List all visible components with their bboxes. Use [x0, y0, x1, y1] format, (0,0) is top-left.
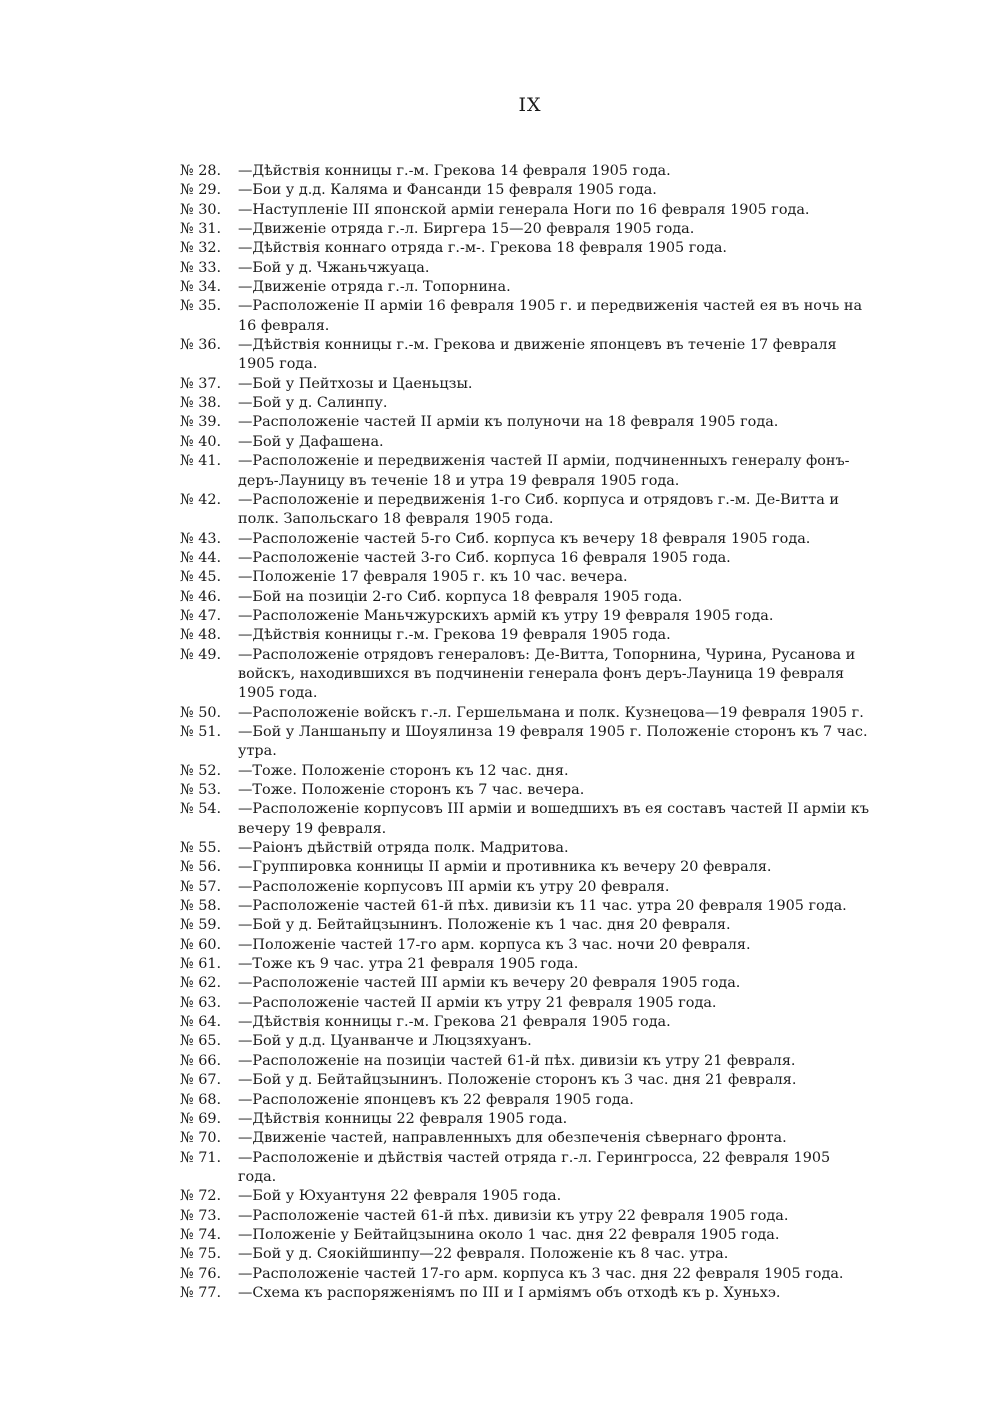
entry-number: № 47.	[180, 607, 222, 624]
map-list-entry	[180, 1071, 870, 1090]
map-list-entry	[180, 413, 870, 432]
entry-number: № 76.	[180, 1265, 222, 1282]
entry-text: —Бой у д.д. Цуанванче и Люцзяхуанъ.	[238, 1033, 532, 1050]
map-list-entry	[180, 162, 870, 181]
entry-number: № 64.	[180, 1014, 222, 1031]
map-list-entry	[180, 1284, 870, 1303]
entry-number: № 40.	[180, 433, 222, 450]
entry-text: —Дѣйствія конницы 22 февраля 1905 года.	[238, 1110, 568, 1127]
entry-number: № 62.	[180, 975, 222, 992]
entry-number: № 28.	[180, 163, 222, 179]
map-list-entry	[180, 394, 870, 413]
entry-number: № 58.	[180, 898, 222, 915]
entry-number: № 32.	[180, 240, 222, 257]
entry-text: —Расположеніе корпусовъ III арміи къ утру 20 февраля.	[238, 878, 670, 895]
entry-number: № 60.	[180, 936, 222, 953]
map-list-entry	[180, 1207, 870, 1226]
entry-text: —Бой у Ланшаньпу и Шоуялинза 19 февраля 1905 г. Положеніе сторонъ къ 7 час. утра.	[238, 723, 868, 760]
entry-number: № 45.	[180, 569, 222, 586]
entry-number: № 68.	[180, 1091, 222, 1108]
entry-text: —Расположеніе японцевъ къ 22 февраля 1905 года.	[238, 1091, 634, 1108]
map-list-entry	[180, 974, 870, 993]
entry-text: —Бой у Юхуантуня 22 февраля 1905 года.	[238, 1188, 562, 1205]
map-list-entry	[180, 1110, 870, 1129]
entry-text: —Раіонъ дѣйствій отряда полк. Мадритова.	[238, 840, 569, 857]
map-list-entry	[180, 994, 870, 1013]
entry-number: № 75.	[180, 1246, 222, 1263]
entry-number: № 48.	[180, 627, 222, 644]
entry-text: —Тоже. Положеніе сторонъ къ 7 час. вечера.	[238, 782, 585, 798]
entry-text: —Движеніе отряда г.-л. Топорнина.	[238, 279, 511, 296]
map-list-entry	[180, 181, 870, 200]
entry-number: № 30.	[180, 201, 222, 218]
entry-number: № 43.	[180, 530, 222, 547]
map-list-entry	[180, 220, 870, 239]
entry-text: —Положеніе частей 17-го арм. корпуса къ 3 час. ночи 20 февраля.	[238, 936, 751, 953]
map-list-entry	[180, 955, 870, 974]
entry-number: № 36.	[180, 337, 222, 354]
entry-number: № 29.	[180, 182, 222, 199]
map-list-entry	[180, 491, 870, 530]
entry-number: № 37.	[180, 375, 222, 392]
map-list-entry	[180, 530, 870, 549]
entry-text: —Положеніе 17 февраля 1905 г. къ 10 час. вечера.	[238, 569, 628, 586]
entry-text: —Движеніе отряда г.-л. Биргера 15—20 февраля 1905 года.	[238, 221, 695, 238]
map-list-entry	[180, 433, 870, 452]
entry-number: № 70.	[180, 1130, 222, 1147]
entry-number: № 59.	[180, 917, 222, 934]
map-list-entry	[180, 297, 870, 336]
entry-number: № 44.	[180, 549, 222, 566]
entry-text: —Бои у д.д. Каляма и Фансанди 15 февраля 1905 года.	[238, 182, 657, 199]
map-list-entry	[180, 588, 870, 607]
entry-number: № 56.	[180, 859, 222, 876]
map-list-entry	[180, 1091, 870, 1110]
map-list-entry	[180, 1032, 870, 1051]
entry-text: —Тоже къ 9 час. утра 21 февраля 1905 года.	[238, 956, 579, 973]
map-list-entry	[180, 723, 870, 762]
entry-number: № 39.	[180, 414, 222, 431]
entry-text: —Расположеніе Маньчжурскихъ армій къ утру 19 февраля 1905 года.	[238, 607, 774, 624]
page-number: IX	[518, 94, 542, 116]
map-list-entry	[180, 1013, 870, 1032]
entry-text: —Дѣйствія конницы г.-м. Грекова 21 февраля 1905 года.	[238, 1014, 671, 1031]
entry-text: —Расположеніе войскъ г.-л. Гершельмана и полк. Кузнецова—19 февраля 1905 г.	[238, 704, 864, 721]
entry-text: —Расположеніе частей 3-го Сиб. корпуса 16 февраля 1905 года.	[238, 549, 731, 566]
entry-text: —Дѣйствія конницы г.-м. Грекова 19 февраля 1905 года.	[238, 627, 671, 644]
map-list-entry	[180, 1245, 870, 1264]
map-list-entry	[180, 549, 870, 568]
entry-text: —Расположеніе частей 5-го Сиб. корпуса къ вечеру 18 февраля 1905 года.	[238, 530, 811, 547]
map-list-entry	[180, 858, 870, 877]
entry-number: № 54.	[180, 801, 222, 818]
entry-text: —Дѣйствія конницы г.-м. Грекова 14 февраля 1905 года.	[238, 163, 671, 179]
map-list	[180, 162, 870, 1303]
entry-number: № 72.	[180, 1188, 222, 1205]
map-list-entry	[180, 762, 870, 781]
entry-number: № 34.	[180, 279, 222, 296]
entry-number: № 49.	[180, 646, 222, 663]
map-list-entry	[180, 1149, 870, 1188]
entry-number: № 50.	[180, 704, 222, 721]
map-list-entry	[180, 878, 870, 897]
entry-text: —Группировка конницы II арміи и противника къ вечеру 20 февраля.	[238, 859, 772, 876]
entry-text: —Бой на позиціи 2-го Сиб. корпуса 18 февраля 1905 года.	[238, 588, 683, 605]
map-list-entry	[180, 201, 870, 220]
entry-text: —Расположеніе и передвиженія 1-го Сиб. корпуса и отрядовъ г.-м. Де-Витта и полк. Запольскаго 18 февраля 1905 года.	[238, 491, 839, 528]
entry-text: —Расположеніе и передвиженія частей II арміи, подчиненныхъ генералу фонъ-деръ-Лауницу въ теченіе 18 и утра 19 февраля 1905 года.	[238, 453, 850, 489]
entry-text: —Дѣйствія конницы г.-м. Грекова и движеніе японцевъ въ теченіе 17 февраля 1905 года.	[238, 337, 837, 373]
entry-text: —Расположеніе частей II арміи къ полуночи на 18 февраля 1905 года.	[238, 414, 779, 431]
entry-text: —Наступленіе III японской арміи генерала Ноги по 16 февраля 1905 года.	[238, 201, 810, 218]
entry-text: —Расположеніе корпусовъ III арміи и вошедшихъ въ ея составъ частей II арміи къ вечеру 19 февраля.	[238, 801, 869, 837]
map-list-entry	[180, 626, 870, 645]
map-list-entry	[180, 452, 870, 491]
entry-text: —Бой у Пейтхозы и Цаеньцзы.	[238, 375, 473, 392]
entry-number: № 61.	[180, 956, 222, 973]
entry-number: № 35.	[180, 298, 222, 315]
map-list-entry	[180, 259, 870, 278]
map-list-entry	[180, 1187, 870, 1206]
entry-text: —Бой у д. Салинпу.	[238, 395, 388, 412]
entry-number: № 31.	[180, 221, 222, 238]
entry-number: № 46.	[180, 588, 222, 605]
map-list-entry	[180, 1265, 870, 1284]
map-list-entry	[180, 646, 870, 704]
map-list-entry	[180, 1129, 870, 1148]
entry-text: —Расположеніе частей 61-й пѣх. дивизіи къ 11 час. утра 20 февраля 1905 года.	[238, 898, 847, 915]
map-list-entry	[180, 375, 870, 394]
entry-number: № 77.	[180, 1284, 222, 1301]
map-list-entry	[180, 916, 870, 935]
entry-number: № 42.	[180, 491, 222, 508]
entry-number: № 41.	[180, 453, 222, 470]
map-list-entry	[180, 781, 870, 800]
entry-number: № 55.	[180, 840, 222, 857]
entry-text: —Бой у д. Бейтайцзынинъ. Положеніе къ 1 час. дня 20 февраля.	[238, 917, 731, 934]
entry-text: —Дѣйствія коннаго отряда г.-м-. Грекова 18 февраля 1905 года.	[238, 240, 727, 257]
map-list-entry	[180, 568, 870, 587]
entry-number: № 33.	[180, 259, 222, 276]
entry-text: —Бой у д. Чжаньчжуаца.	[238, 259, 430, 276]
entry-text: —Бой у д. Сяокійшинпу—22 февраля. Положеніе къ 8 час. утра.	[238, 1246, 729, 1263]
entry-text: —Бой у д. Бейтайцзынинъ. Положеніе сторонъ къ 3 час. дня 21 февраля.	[238, 1072, 797, 1089]
map-list-entry	[180, 704, 870, 723]
entry-text: —Схема къ распоряженіямъ по III и I арміямъ объ отходѣ къ р. Хуньхэ.	[238, 1284, 781, 1301]
entry-text: —Расположеніе на позиціи частей 61-й пѣх. дивизіи къ утру 21 февраля.	[238, 1052, 796, 1069]
entry-number: № 38.	[180, 395, 222, 412]
entry-text: —Положеніе у Бейтайцзынина около 1 час. дня 22 февраля 1905 года.	[238, 1226, 780, 1243]
map-list-entry	[180, 800, 870, 839]
map-list-entry	[180, 1226, 870, 1245]
entry-number: № 51.	[180, 723, 222, 740]
entry-number: № 65.	[180, 1033, 222, 1050]
entry-text: —Расположеніе частей II арміи къ утру 21 февраля 1905 года.	[238, 994, 717, 1011]
entry-number: № 69.	[180, 1110, 222, 1127]
map-list-entry	[180, 839, 870, 858]
entry-number: № 71.	[180, 1149, 222, 1166]
entry-number: № 66.	[180, 1052, 222, 1069]
map-list-entry	[180, 336, 870, 375]
entry-text: —Расположеніе частей III арміи къ вечеру 20 февраля 1905 года.	[238, 975, 741, 992]
entry-text: —Тоже. Положеніе сторонъ къ 12 час. дня.	[238, 762, 569, 779]
entry-text: —Расположеніе и дѣйствія частей отряда г.-л. Герингросса, 22 февраля 1905 года.	[238, 1149, 831, 1185]
entry-number: № 57.	[180, 878, 222, 895]
map-list-entry	[180, 239, 870, 258]
map-list-entry	[180, 278, 870, 297]
map-list-entry	[180, 936, 870, 955]
entry-text: —Расположеніе частей 17-го арм. корпуса къ 3 час. дня 22 февраля 1905 года.	[238, 1265, 844, 1282]
entry-text: —Расположеніе частей 61-й пѣх. дивизіи къ утру 22 февраля 1905 года.	[238, 1207, 789, 1224]
entry-text: —Расположеніе отрядовъ генераловъ: Де-Витта, Топорнина, Чурина, Русанова и войскъ, находившихся въ подчиненіи генерала фонъ деръ-Лауница 19 февраля 1905 года.	[238, 646, 856, 702]
entry-text: —Расположеніе II арміи 16 февраля 1905 г. и передвиженія частей ея въ ночь на 16 февраля.	[238, 298, 863, 334]
entry-text: —Движеніе частей, направленныхъ для обезпеченія сѣвернаго фронта.	[238, 1130, 787, 1147]
entry-number: № 73.	[180, 1207, 222, 1224]
entry-number: № 67.	[180, 1072, 222, 1089]
entry-number: № 53.	[180, 782, 222, 798]
map-list-entry	[180, 607, 870, 626]
entry-text: —Бой у Дафашена.	[238, 433, 384, 450]
map-list-entry	[180, 897, 870, 916]
map-list-entry	[180, 1052, 870, 1071]
entry-number: № 52.	[180, 762, 222, 779]
entry-number: № 63.	[180, 994, 222, 1011]
entry-number: № 74.	[180, 1226, 222, 1243]
